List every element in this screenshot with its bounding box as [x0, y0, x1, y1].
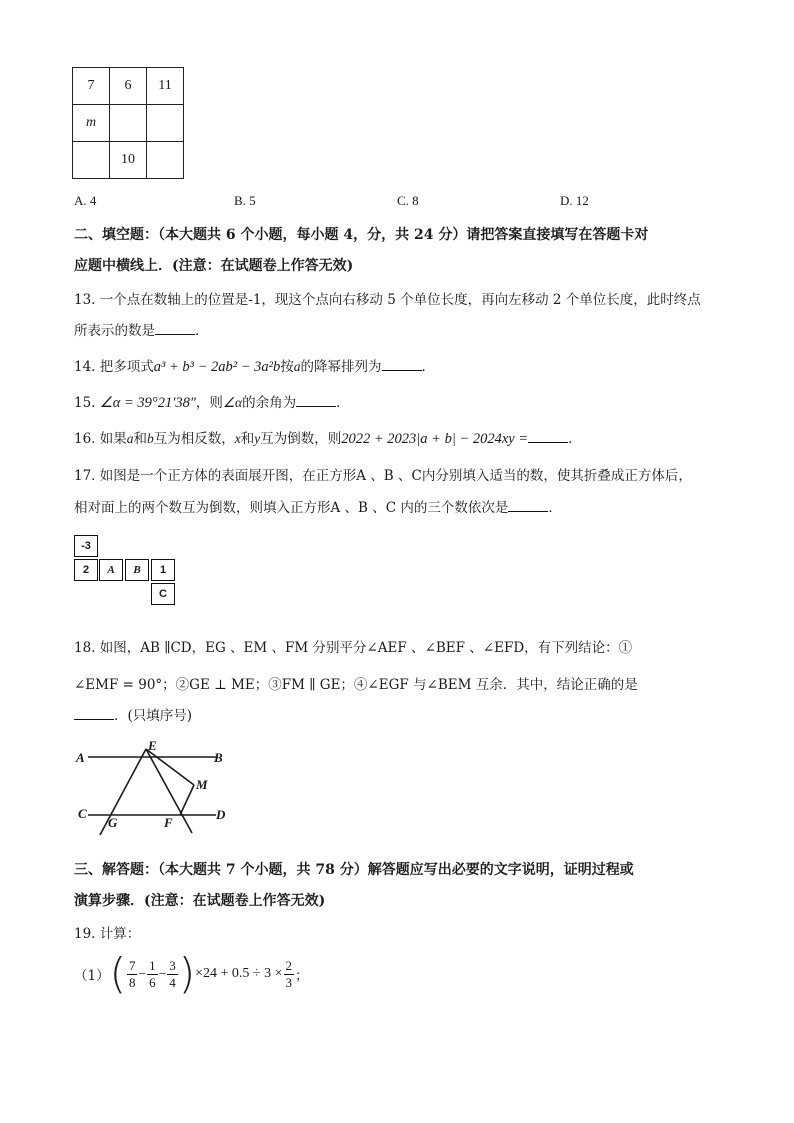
cube-net-figure	[74, 535, 184, 611]
right-paren: )	[178, 949, 196, 998]
grid-cell: 11	[147, 68, 184, 105]
numerator: 2	[285, 957, 292, 973]
q16-expr: 2022 + 2023|a + b| − 2024xy =	[341, 431, 529, 447]
numerator: 1	[149, 957, 156, 973]
q15-line	[74, 391, 350, 412]
q16-line	[74, 427, 582, 448]
q16-var-a: a	[126, 431, 134, 446]
answer-blank	[508, 497, 548, 512]
label-f: F	[164, 815, 173, 830]
q16-text1: 互为相反数，	[153, 431, 235, 447]
label-m: M	[196, 777, 208, 792]
q14-post: 的降幂排列为	[300, 359, 382, 375]
denominator: 3	[285, 974, 292, 990]
q19-label: （1）	[74, 968, 110, 984]
fraction	[167, 958, 178, 991]
denominator: 4	[169, 974, 176, 990]
q19-title: 19. 计算：	[74, 926, 141, 942]
q13-line2	[74, 319, 209, 339]
net-cell-top: -3	[74, 535, 98, 557]
q18-note: ．(只填序号)	[114, 708, 193, 724]
q16-pre: 16. 如果	[74, 431, 127, 447]
line-fm	[180, 785, 194, 815]
denominator: 8	[128, 974, 136, 990]
fraction	[284, 958, 295, 991]
grid-cell: 7	[73, 68, 110, 105]
answer-blank	[155, 320, 195, 335]
grid-cell	[147, 142, 184, 179]
label-d: D	[216, 807, 226, 822]
q19-expression	[74, 950, 309, 998]
answer-blank	[74, 705, 114, 720]
q16-and2: 和	[240, 431, 255, 447]
answer-blank	[382, 356, 422, 371]
q19-rest: ×24 + 0.5 ÷ 3 ×	[195, 966, 283, 981]
q13-line1: 13. 一个点在数轴上的位置是-1，现这个点向右移动 5 个单位长度，再向左移动 2 个单位长度，此时终点	[74, 292, 701, 308]
fraction	[127, 958, 138, 991]
q14-line	[74, 355, 435, 376]
q14-expr: a³ + b³ − 2ab² − 3a²b	[153, 359, 281, 375]
q16-var-x: x	[234, 431, 241, 446]
net-cell-b: B	[125, 559, 149, 581]
grid-cell	[147, 105, 184, 142]
q16-var-y: y	[254, 431, 261, 446]
fraction	[147, 958, 158, 991]
q17-text: 相对面上的两个数互为倒数，则填入正方形A 、B 、C 内的三个数依次是	[74, 500, 509, 516]
option-b: B. 5	[234, 193, 256, 208]
minus-sign: −	[138, 966, 147, 981]
q15-end: ．	[336, 395, 350, 411]
q16-and: 和	[133, 431, 148, 447]
q18-line3	[74, 704, 192, 724]
option-c: C. 8	[397, 193, 419, 208]
answer-blank	[296, 392, 336, 407]
grid-cell	[73, 142, 110, 179]
section3-heading-line2: 演算步骤．(注意：在试题卷上作答无效)	[74, 893, 326, 909]
net-cell: 2	[74, 559, 98, 581]
q15-pre: 15.	[74, 395, 100, 411]
section2-heading-line2: 应题中横线上．(注意：在试题卷上作答无效)	[74, 258, 354, 274]
label-b: B	[214, 750, 223, 765]
numerator: 3	[169, 957, 176, 973]
answer-blank	[528, 428, 568, 443]
option-a: A. 4	[74, 193, 97, 208]
line-eg	[100, 749, 146, 835]
section2-heading-line1: 二、填空题：（本大题共 6 个小题，每小题 4，分，共 24 分）请把答案直接填写在答题卡对	[74, 227, 649, 243]
q14-end: ．	[421, 359, 436, 375]
number-grid	[72, 67, 184, 179]
q18-line2: ∠EMF = 90°；②GE ⊥ ME；③FM ∥ GE；④∠EGF 与∠BEM 互余．其中，结论正确的是	[74, 677, 638, 693]
q17-end: ．	[548, 500, 562, 516]
q15-post: 的余角为	[242, 395, 297, 411]
q14-mid: 按	[280, 359, 294, 375]
net-cell: 1	[151, 559, 175, 581]
label-c: C	[78, 806, 87, 821]
left-paren: (	[109, 949, 126, 998]
grid-cell: 10	[110, 142, 147, 179]
q14-var: a	[293, 359, 301, 374]
q14-pre: 14. 把多项式	[74, 359, 154, 375]
q16-text2: 互为倒数，则	[260, 431, 342, 447]
q15-angle: ∠α	[222, 395, 243, 410]
grid-cell: m	[73, 105, 110, 142]
q16-var-b: b	[147, 431, 154, 446]
q15-expr: ∠α = 39°21′38″	[99, 395, 196, 411]
label-a: A	[76, 750, 85, 765]
label-e: E	[148, 738, 157, 753]
numerator: 7	[128, 957, 136, 973]
net-cell-c: C	[151, 583, 175, 605]
line-em	[146, 749, 194, 785]
denominator: 6	[149, 974, 156, 990]
option-d: D. 12	[560, 193, 589, 208]
label-g: G	[108, 815, 118, 830]
q18-line1: 18. 如图，AB ∥CD，EG 、EM 、FM 分别平分∠AEF 、∠BEF 、∠EFD，有下列结论：①	[74, 640, 633, 656]
grid-cell: 6	[110, 68, 147, 105]
q17-line2	[74, 496, 562, 516]
section3-heading-line1: 三、解答题：（本大题共 7 个小题，共 78 分）解答题应写出必要的文字说明，证明过程或	[74, 862, 634, 878]
q19-end: ；	[295, 968, 309, 984]
q13-end: ．	[195, 323, 209, 339]
grid-cell	[110, 105, 147, 142]
q13-text: 所表示的数是	[74, 323, 155, 339]
net-cell-a: A	[99, 559, 123, 581]
minus-sign: −	[158, 966, 167, 981]
q17-line1: 17. 如图是一个正方体的表面展开图，在正方形A 、B 、C内分别填入适当的数，使其折叠成正方体后，	[74, 468, 692, 484]
q15-mid: ，则	[195, 395, 223, 411]
geometry-figure	[72, 735, 242, 835]
q16-end: ．	[568, 431, 582, 447]
